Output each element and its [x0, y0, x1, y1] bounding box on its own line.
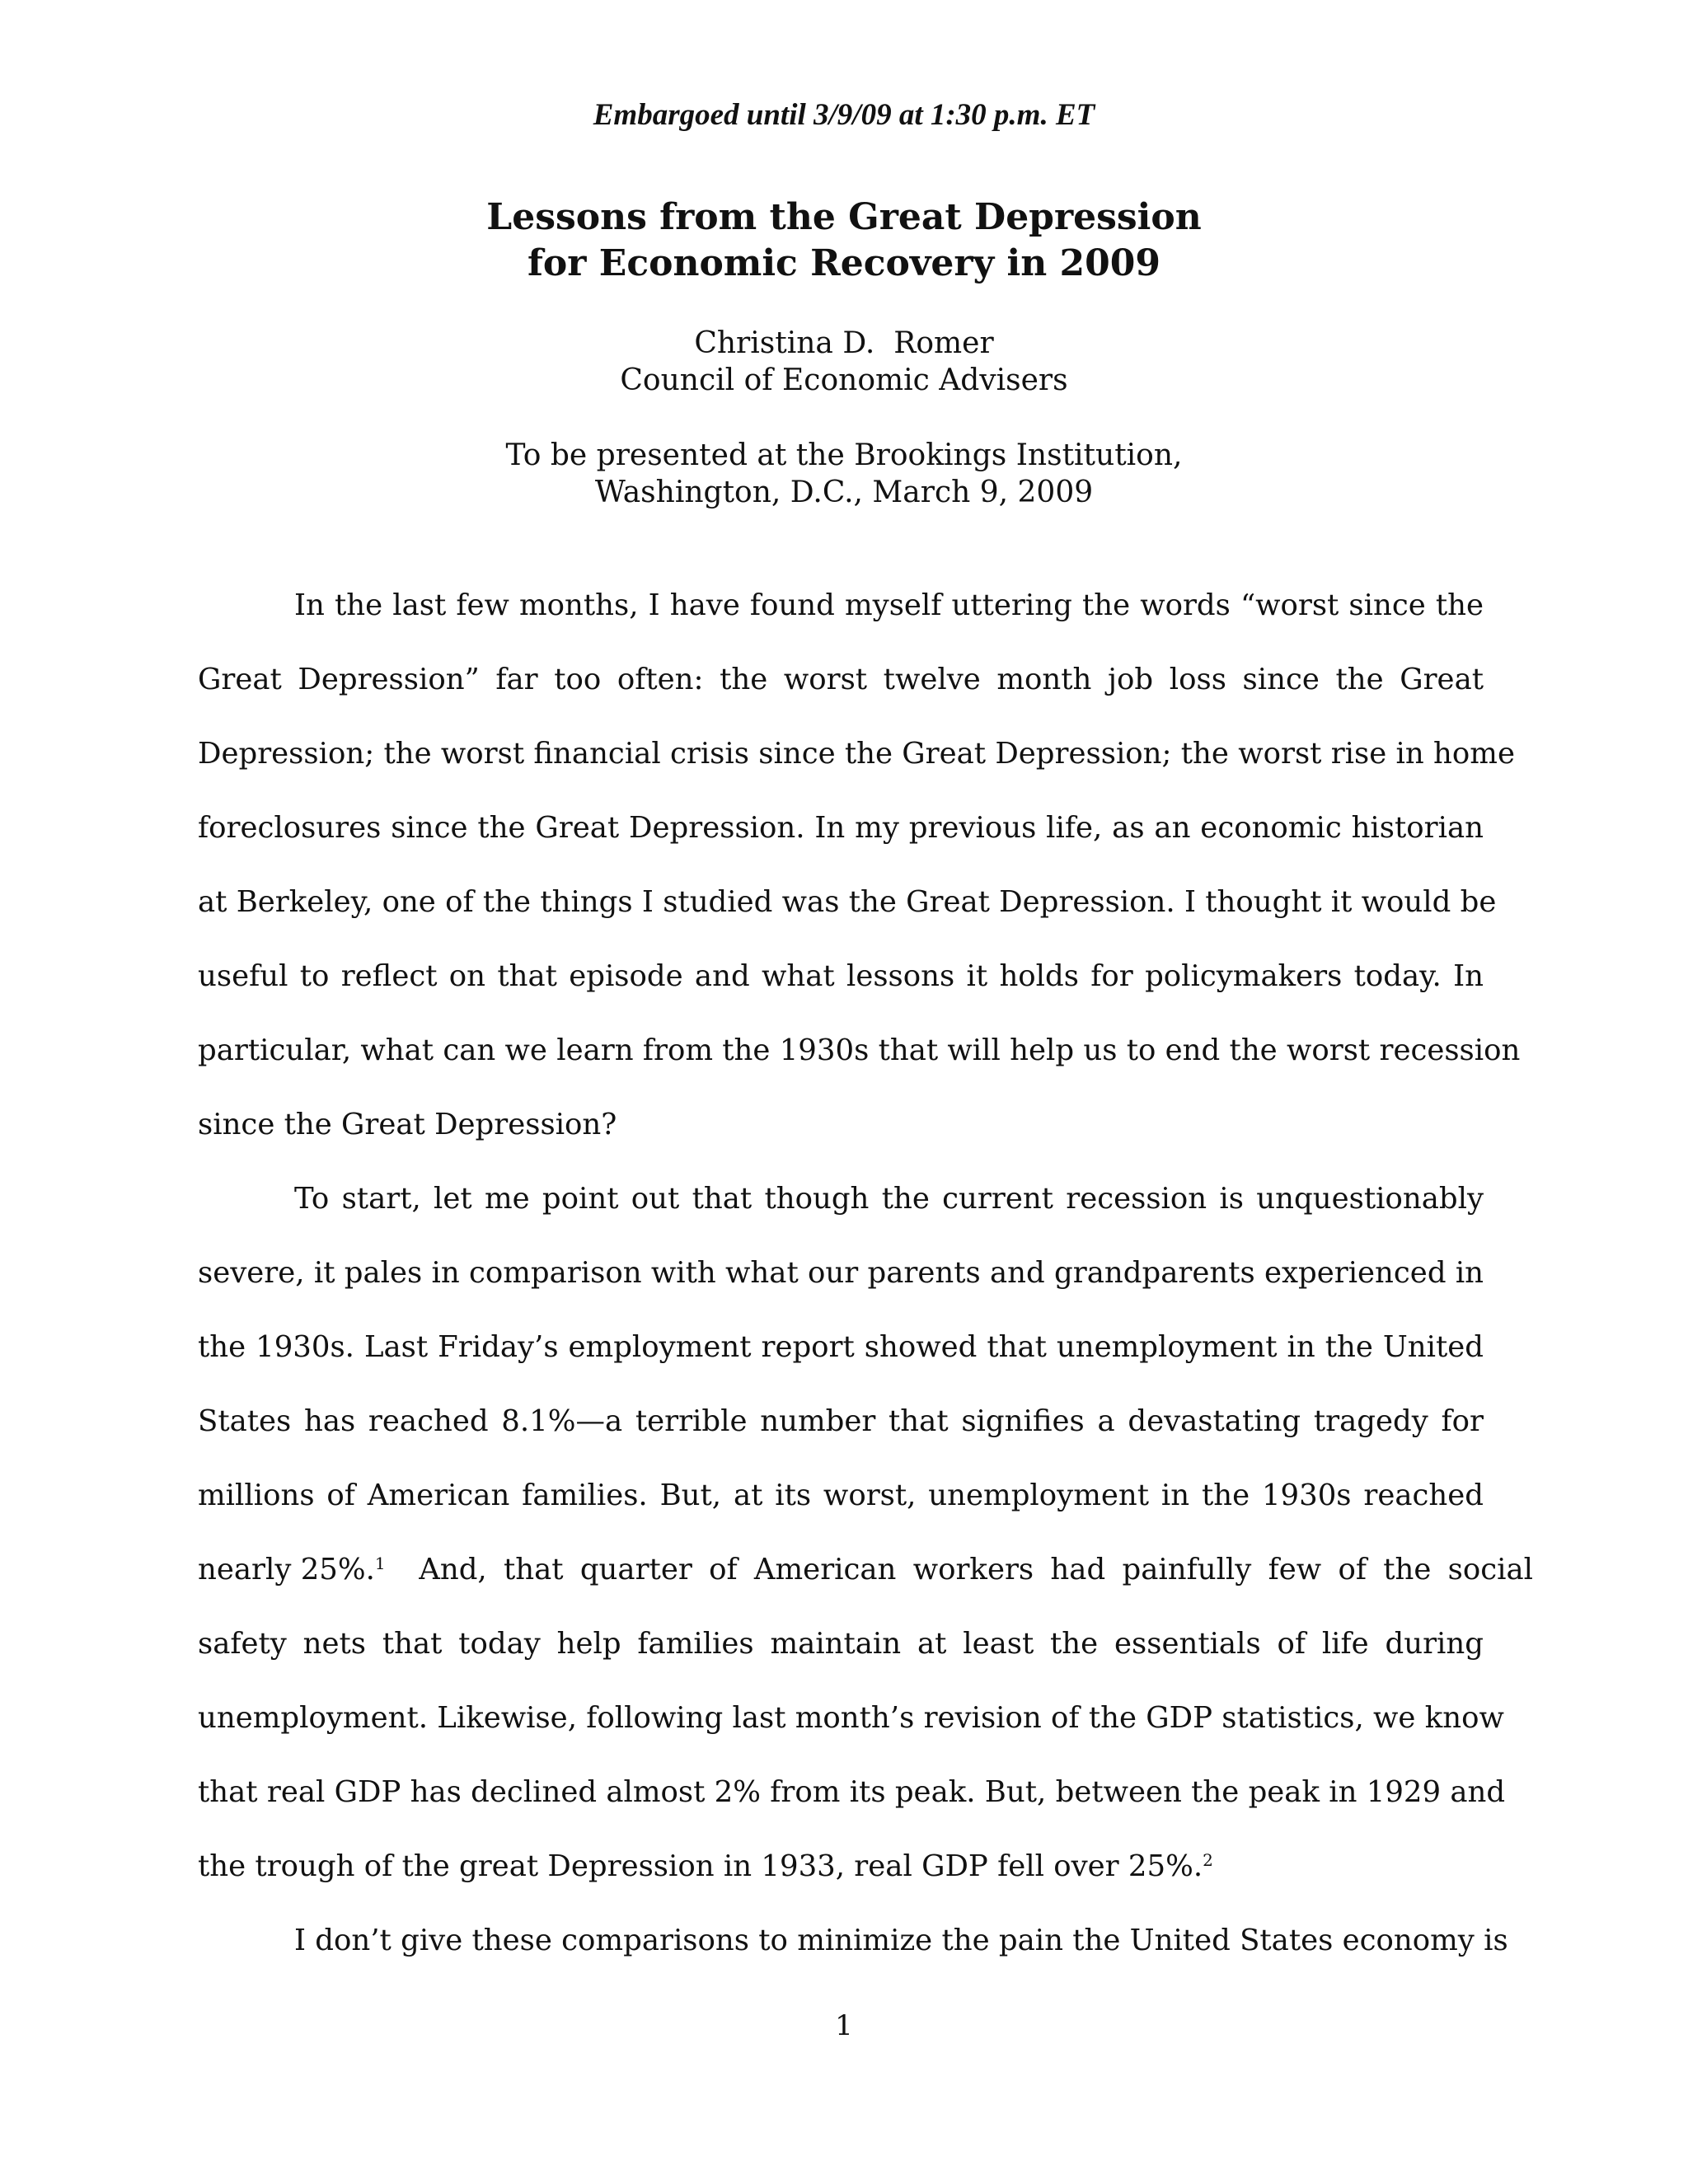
body-line: unemployment. Likewise, following last month’s revision of the GDP statistics, we know: [198, 1701, 1504, 1735]
author-block: [0, 325, 1688, 399]
body-line: useful to reflect on that episode and what lessons it holds for policymakers today. In: [198, 959, 1484, 993]
body-line: safety nets that today help families maintain at least the essentials of life during: [198, 1627, 1484, 1661]
venue-line-2: Washington, D.C., March 9, 2009: [594, 476, 1094, 509]
author-name: Christina D. Romer: [694, 326, 994, 360]
body-line: millions of American families. But, at its worst, unemployment in the 1930s reached: [198, 1479, 1484, 1512]
footnote-marker-1[interactable]: 1: [374, 1554, 386, 1573]
title-line-1: Lessons from the Great Depression: [486, 196, 1202, 238]
body-line: Depression; the worst financial crisis since the Great Depression; the worst rise in home: [198, 737, 1515, 771]
body-line: I don’t give these comparisons to minimize the pain the United States economy is: [294, 1924, 1508, 1957]
venue-block: [0, 437, 1688, 511]
body-line-with-footnote: [198, 1551, 1534, 1589]
document-title: [0, 194, 1688, 287]
venue-line-1: To be presented at the Brookings Institution,: [505, 438, 1183, 472]
body-line: that real GDP has declined almost 2% from its peak. But, between the peak in 1929 and: [198, 1775, 1506, 1809]
body-text: And, that quarter of American workers had painfully few of the social: [385, 1553, 1534, 1586]
body-line: States has reached 8.1%—a terrible number that signifies a devastating tragedy for: [198, 1404, 1484, 1438]
body-line: the 1930s. Last Friday’s employment report showed that unemployment in the United: [198, 1330, 1484, 1364]
body-line: Great Depression” far too often: the worst twelve month job loss since the Great: [198, 663, 1484, 696]
author-affiliation: Council of Economic Advisers: [620, 363, 1068, 397]
body-text: the trough of the great Depression in 1933, real GDP fell over 25%.: [198, 1849, 1203, 1883]
body-line: foreclosures since the Great Depression. In my previous life, as an economic historian: [198, 811, 1484, 845]
body-line: In the last few months, I have found myself uttering the words “worst since the: [294, 588, 1484, 622]
footnote-marker-2[interactable]: 2: [1203, 1850, 1213, 1870]
body-line: particular, what can we learn from the 1930s that will help us to end the worst recession: [198, 1033, 1521, 1067]
page-number: 1: [835, 2009, 853, 2042]
title-line-2: for Economic Recovery in 2009: [528, 242, 1160, 284]
body-line: at Berkeley, one of the things I studied was the Great Depression. I thought it would be: [198, 885, 1497, 919]
body-text: nearly 25%.: [198, 1553, 375, 1586]
body-line-with-footnote: [198, 1848, 1484, 1886]
body-line: severe, it pales in comparison with what our parents and grandparents experienced in: [198, 1256, 1484, 1290]
embargo-notice: Embargoed until 3/9/09 at 1:30 p.m. ET: [593, 98, 1095, 132]
body-line: since the Great Depression?: [198, 1108, 617, 1141]
body-line: To start, let me point out that though the current recession is unquestionably: [294, 1182, 1484, 1216]
